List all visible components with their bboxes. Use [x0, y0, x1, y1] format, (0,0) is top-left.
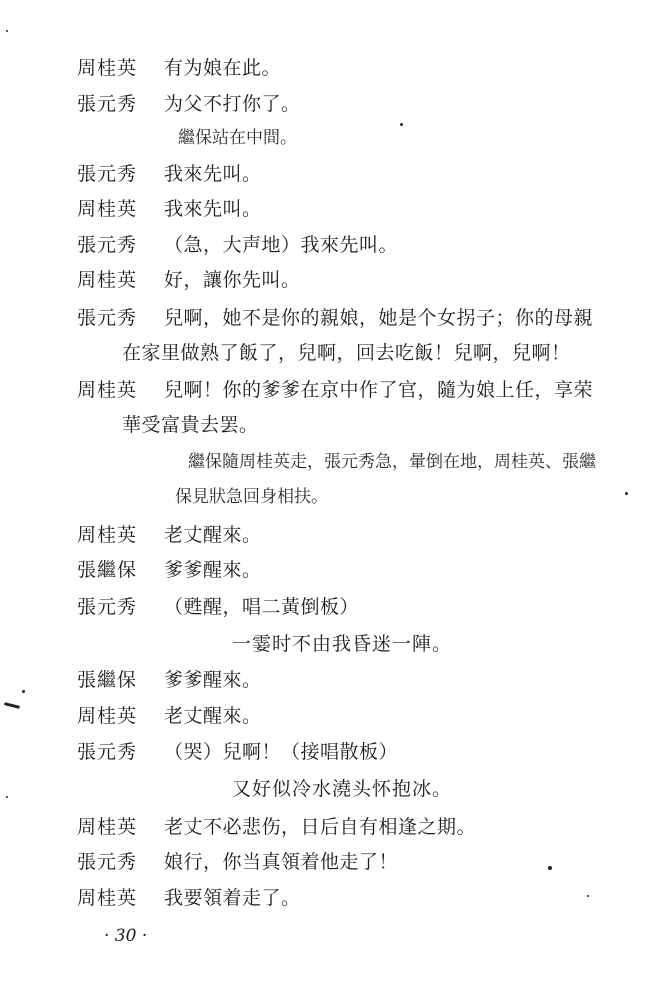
dialogue-text: 有为娘在此。 — [164, 57, 282, 79]
dialogue-continuation: 華受富貴去罢。 — [122, 414, 259, 436]
speaker-name: 張元秀 — [77, 741, 138, 763]
speaker-name: 周桂英 — [77, 269, 138, 291]
dialogue-text: 好，讓你先叫。 — [164, 269, 301, 291]
scan-speck — [4, 702, 20, 709]
speaker-name: 張繼保 — [77, 669, 138, 691]
dialogue-text: 老丈醒來。 — [164, 524, 262, 546]
scan-speck — [22, 690, 25, 693]
dialogue-text: 老丈醒來。 — [164, 705, 262, 727]
dialogue-text: （急，大声地）我來先叫。 — [164, 234, 399, 256]
speaker-name: 周桂英 — [77, 57, 138, 79]
dialogue-text: 兒啊，她不是你的親娘，她是个女拐子；你的母親 — [164, 307, 594, 329]
aria-lyric: 又好似冷水澆头怀抱冰。 — [232, 778, 453, 800]
speaker-name: 周桂英 — [77, 887, 138, 909]
speaker-name: 張繼保 — [77, 559, 138, 581]
scan-speck — [6, 796, 8, 798]
dialogue-text: 为父不打你了。 — [164, 93, 301, 115]
dialogue-text: 我來先叫。 — [164, 163, 262, 185]
dialogue-text: 兒啊！你的爹爹在京中作了官，隨为娘上任，享荣 — [164, 379, 594, 401]
speaker-name: 張元秀 — [77, 307, 138, 329]
scan-speck — [400, 123, 403, 126]
dialogue-text: 爹爹醒來。 — [164, 669, 262, 691]
stage-direction: 繼保隨周桂英走，張元秀急，暈倒在地，周桂英、張繼 — [188, 452, 596, 472]
scan-speck — [625, 492, 628, 495]
speaker-name: 張元秀 — [77, 851, 138, 873]
dialogue-text: 老丈不必悲伤，日后自有相逢之期。 — [164, 816, 477, 838]
dialogue-text: 娘行，你当真領着他走了！ — [164, 851, 399, 873]
dialogue-text: 我要領着走了。 — [164, 887, 301, 909]
speaker-name: 周桂英 — [77, 524, 138, 546]
speaker-name: 周桂英 — [77, 198, 138, 220]
page-number: · 30 · — [104, 926, 148, 946]
speaker-name: 張元秀 — [77, 234, 138, 256]
speaker-name: 張元秀 — [77, 93, 138, 115]
speaker-name: 周桂英 — [77, 816, 138, 838]
dialogue-continuation: 在家里做熟了飯了，兒啊，回去吃飯！兒啊，兒啊！ — [122, 342, 571, 364]
dialogue-text: 爹爹醒來。 — [164, 559, 262, 581]
dialogue-text: 我來先叫。 — [164, 198, 262, 220]
speaker-name: 張元秀 — [77, 163, 138, 185]
stage-direction-continuation: 保見狀急回身相扶。 — [175, 487, 328, 507]
stage-direction: 繼保站在中間。 — [178, 128, 297, 148]
speaker-name: 張元秀 — [77, 596, 138, 618]
scan-speck — [587, 895, 589, 897]
scan-speck — [548, 866, 552, 870]
scan-speck — [6, 30, 8, 32]
dialogue-text: （甦醒，唱二黃倒板） — [164, 596, 360, 618]
aria-lyric: 一霎时不由我昏迷一陣。 — [232, 633, 453, 655]
dialogue-text: （哭）兒啊！（接唱散板） — [164, 741, 399, 763]
speaker-name: 周桂英 — [77, 379, 138, 401]
speaker-name: 周桂英 — [77, 705, 138, 727]
